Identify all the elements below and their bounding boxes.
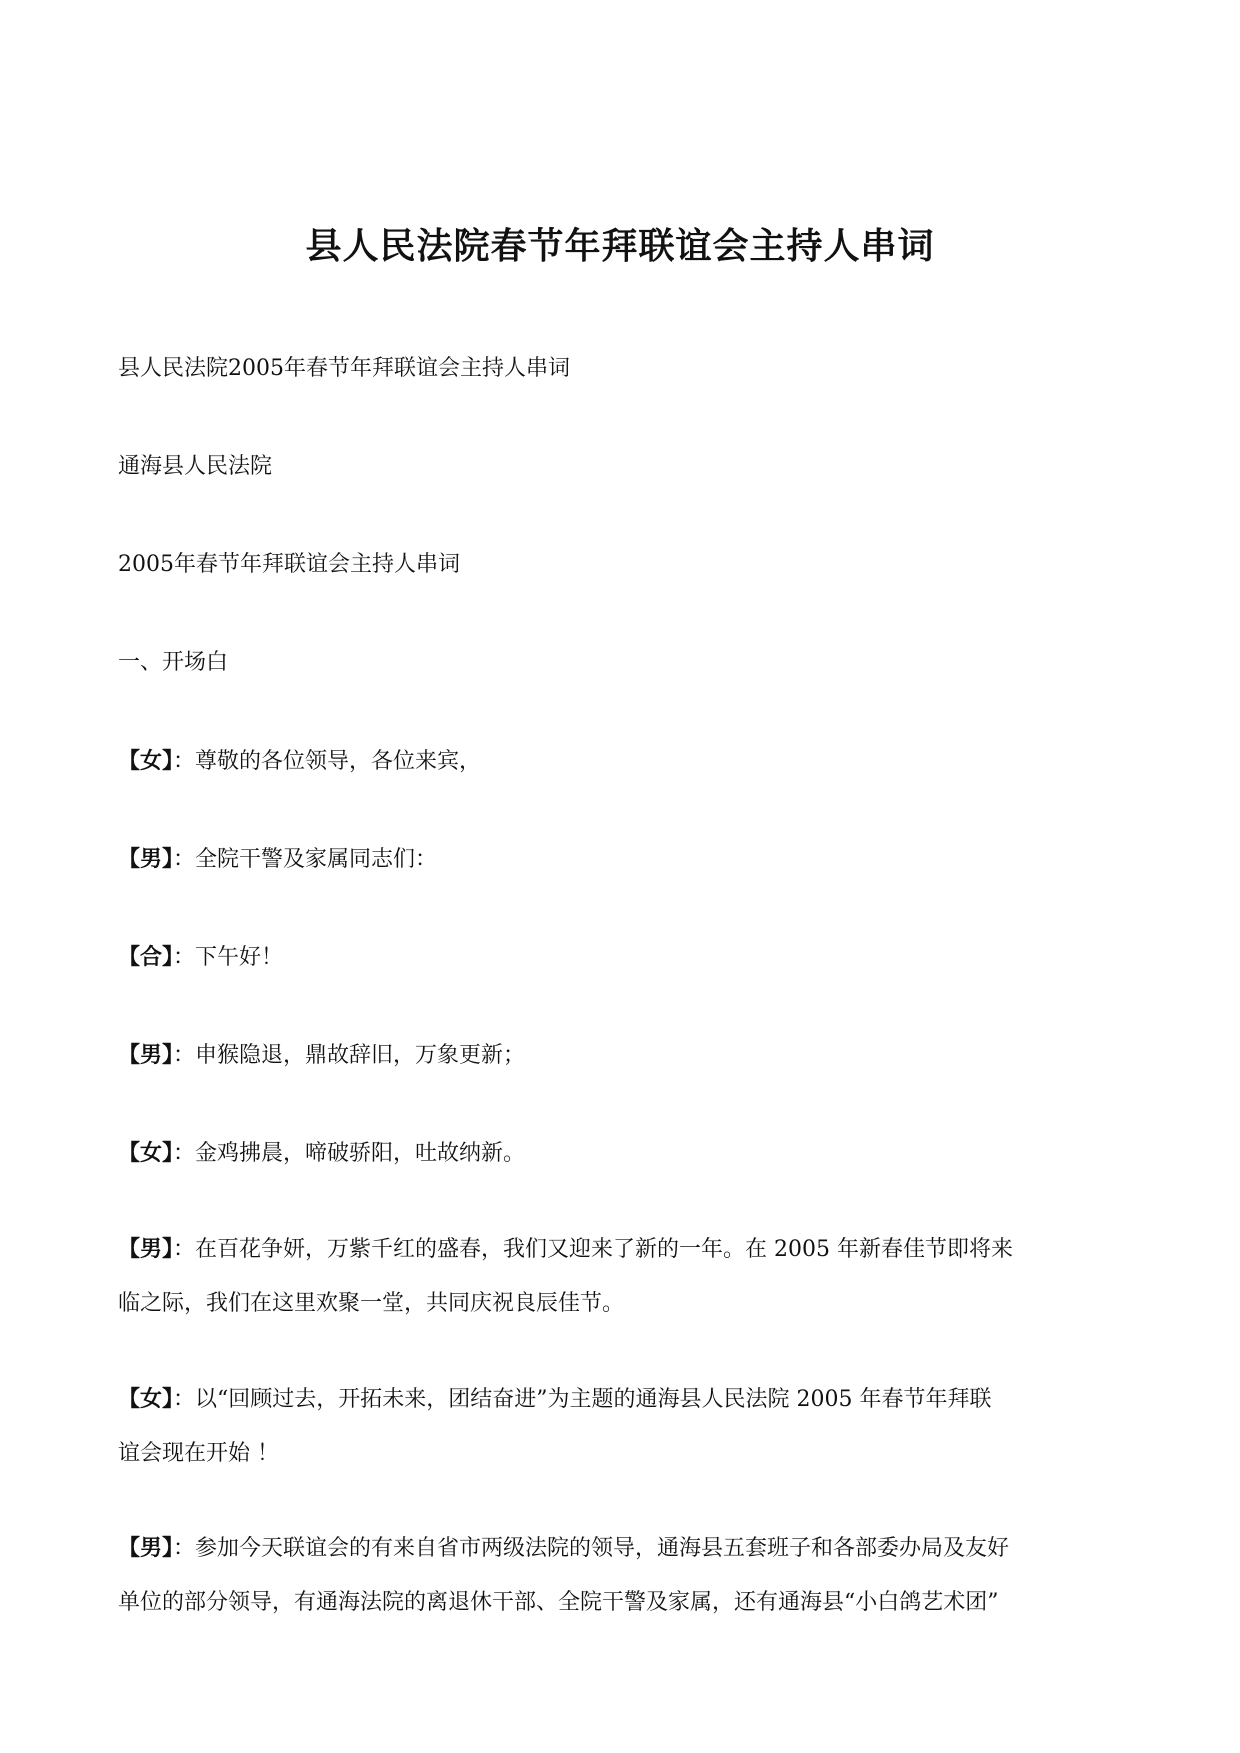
dialogue-paragraph xyxy=(118,1222,1123,1331)
dialogue-paragraph xyxy=(118,1521,1123,1630)
event-name: 2005年春节年拜联谊会主持人串词 xyxy=(118,552,460,577)
dialogue-line xyxy=(118,1133,1123,1174)
speaker-tag: 【男】 xyxy=(118,1042,174,1068)
dialogue-line xyxy=(118,839,1123,880)
dialogue-row: 谊会现在开始 ！ xyxy=(118,1441,279,1466)
speaker-tag: 【男】 xyxy=(118,1535,174,1561)
document-title: 县人民法院春节年拜联谊会主持人串词 xyxy=(305,225,935,267)
dialogue-row xyxy=(118,1521,1123,1576)
dialogue-text: ：金鸡拂晨，啼破骄阳，吐故纳新。 xyxy=(173,1141,526,1166)
dialogue-row: 临之际，我们在这里欢聚一堂，共同庆祝良辰佳节。 xyxy=(118,1291,625,1316)
speaker-tag: 【合】 xyxy=(118,944,174,970)
dialogue-row xyxy=(118,1372,1123,1427)
dialogue-row xyxy=(118,1222,1123,1277)
dialogue-text: ：下午好！ xyxy=(173,945,284,970)
speaker-tag: 【女】 xyxy=(118,1140,174,1166)
dialogue-text: ：尊敬的各位领导，各位来宾， xyxy=(173,749,482,774)
dialogue-text: ：在百花争妍，万紫千红的盛春，我们又迎来了新的一年。在 2005 年新春佳节即将来 xyxy=(173,1237,1013,1262)
dialogue-text: ：以“回顾过去，开拓未来，团结奋进”为主题的通海县人民法院 2005 年春节年拜联 xyxy=(173,1387,992,1412)
speaker-tag: 【男】 xyxy=(118,1236,174,1262)
speaker-tag: 【女】 xyxy=(118,748,174,774)
dialogue-paragraph xyxy=(118,1372,1123,1481)
dialogue-line xyxy=(118,937,1123,978)
speaker-tag: 【男】 xyxy=(118,846,174,872)
dialogue-text: ：全院干警及家属同志们： xyxy=(173,847,438,872)
dialogue-line xyxy=(118,741,1123,782)
speaker-tag: 【女】 xyxy=(118,1386,174,1412)
document-subtitle: 县人民法院2005年春节年拜联谊会主持人串词 xyxy=(118,356,570,381)
court-name: 通海县人民法院 xyxy=(118,454,273,479)
dialogue-text: ：参加今天联谊会的有来自省市两级法院的领导，通海县五套班子和各部委办局及友好 xyxy=(173,1536,1010,1561)
dialogue-text: ：申猴隐退，鼎故辞旧，万象更新； xyxy=(173,1043,526,1068)
dialogue-line xyxy=(118,1035,1123,1076)
section-heading-opening: 一、开场白 xyxy=(118,650,229,675)
dialogue-row: 单位的部分领导，有通海法院的离退休干部、全院干警及家属，还有通海县“小白鸽艺术团” xyxy=(118,1590,999,1615)
